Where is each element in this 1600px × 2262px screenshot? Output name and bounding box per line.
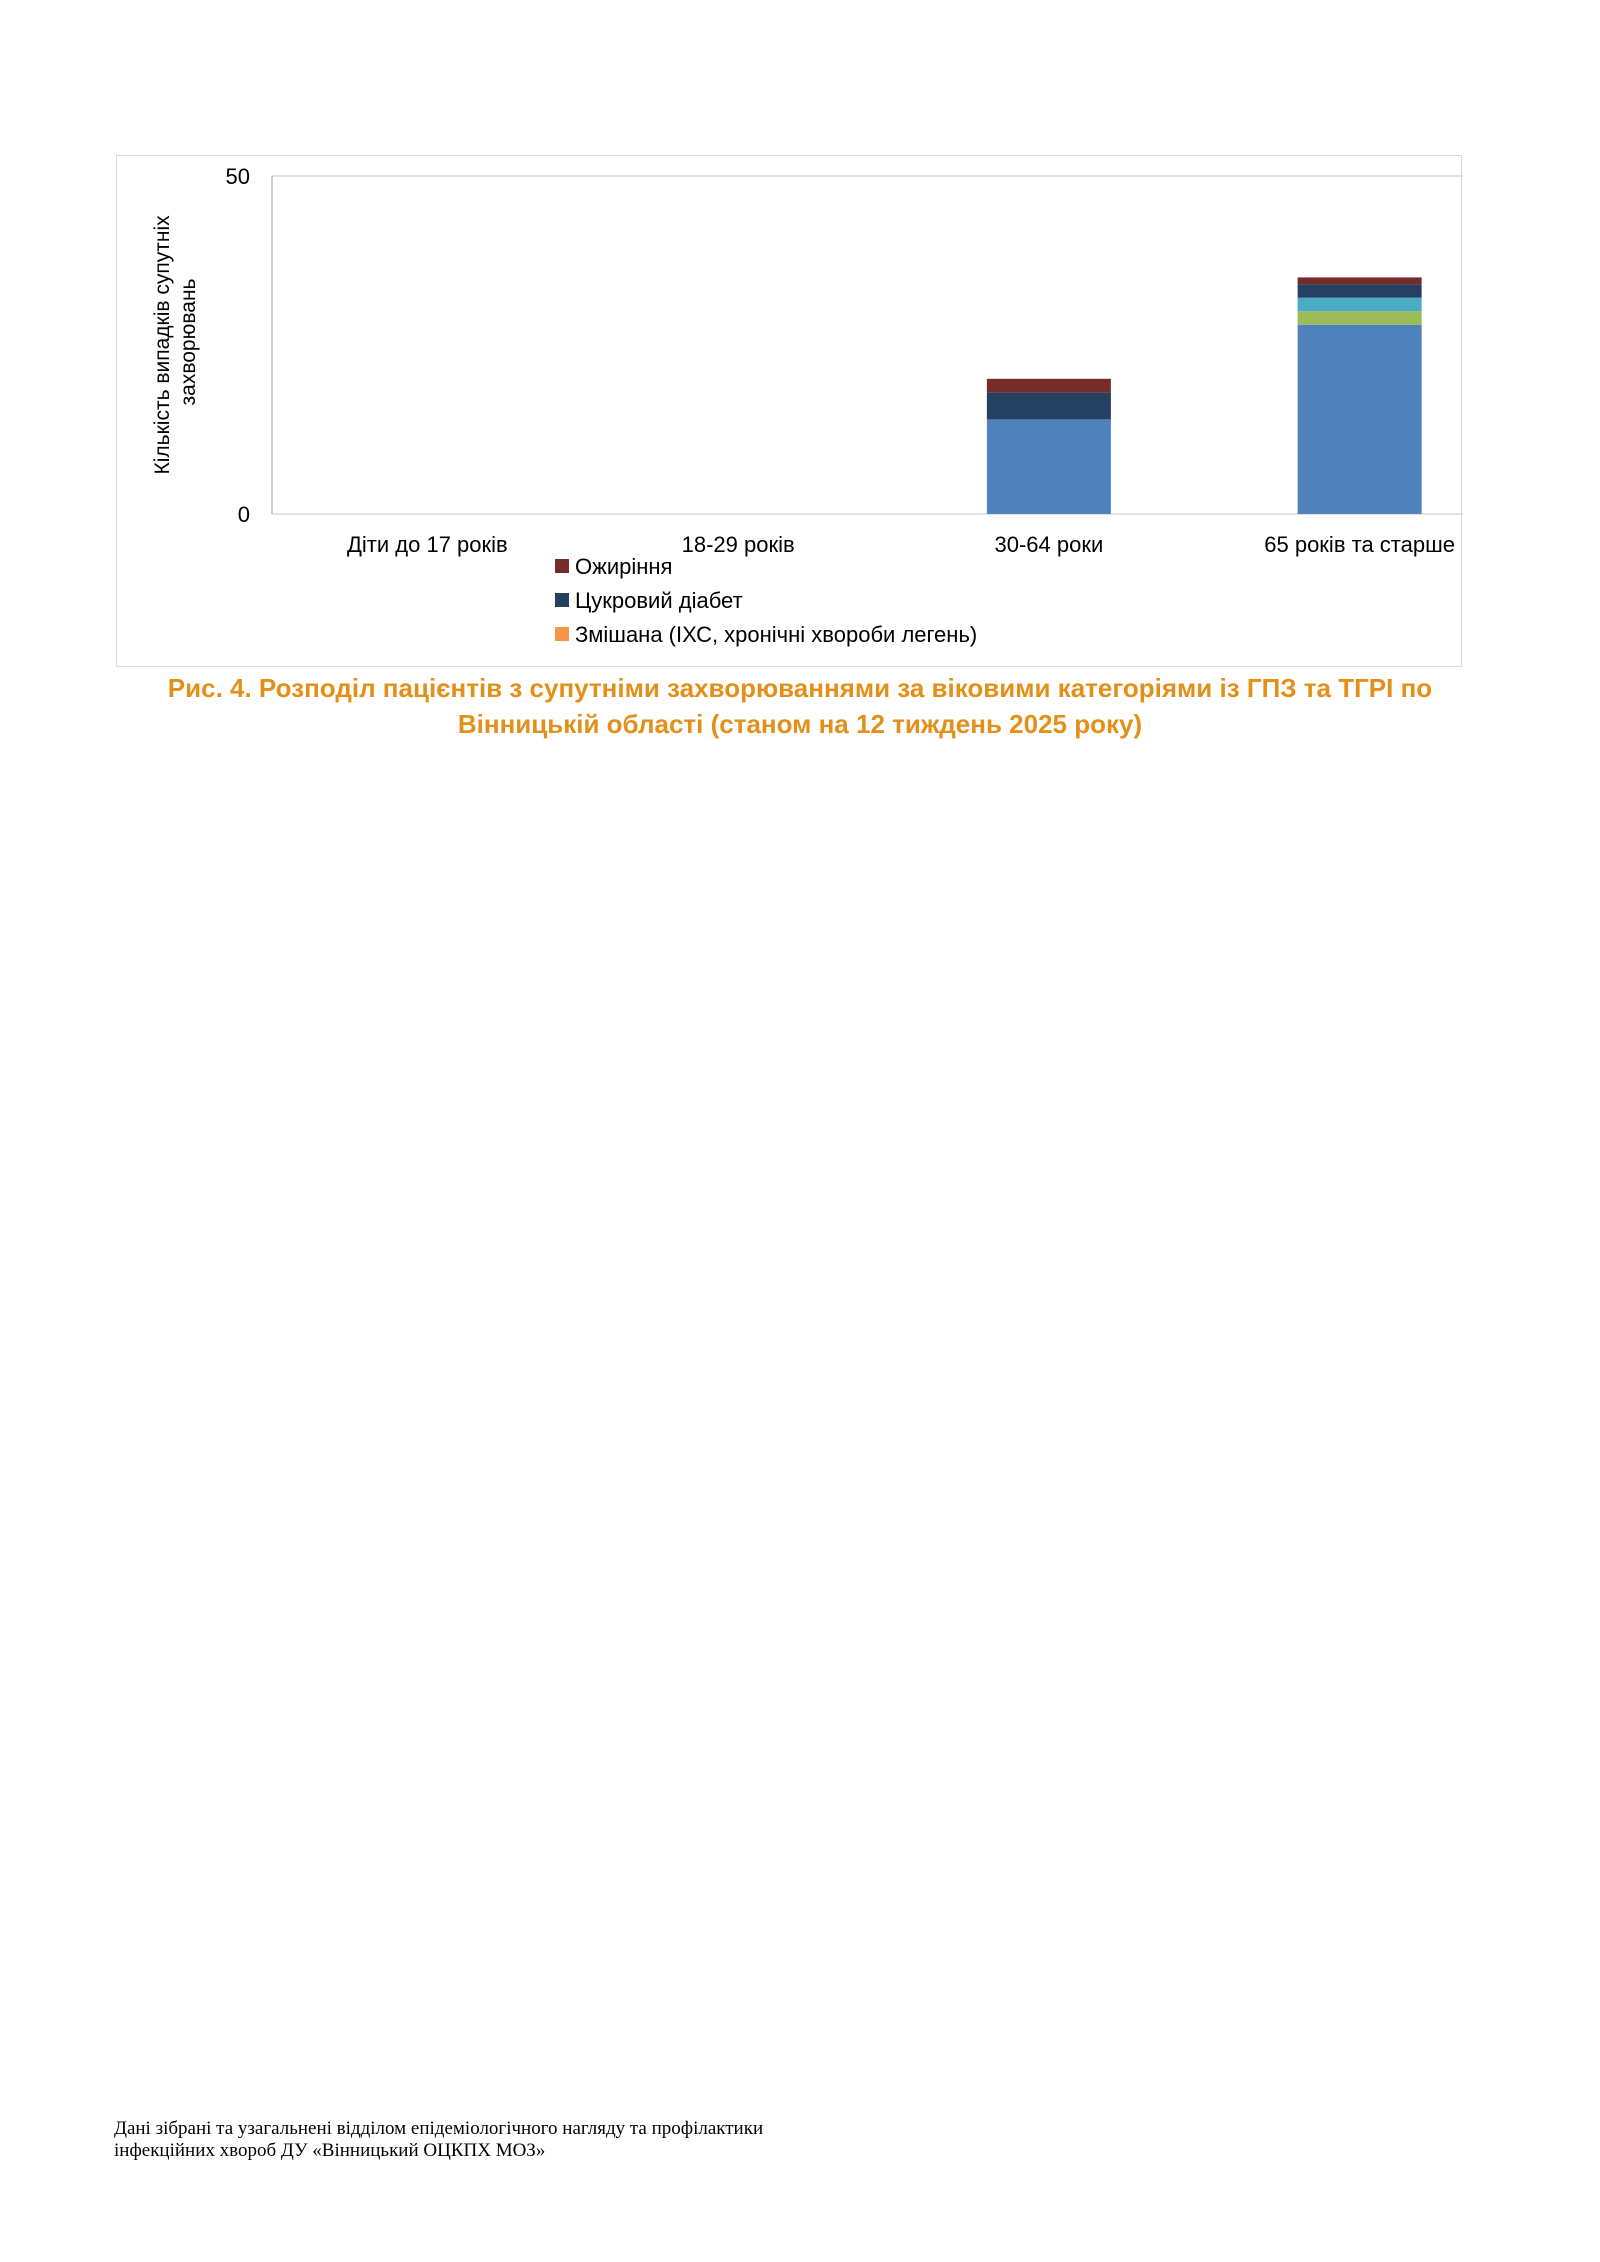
legend-swatch: [555, 559, 569, 573]
bar-segment-cat3-series1: [1298, 311, 1422, 325]
y-axis-title-line-2: захворювань: [177, 278, 200, 406]
stacked-bar-chart: [117, 156, 1463, 668]
bar-segment-cat2-series5: [987, 379, 1111, 393]
x-category-label: 30-64 роки: [994, 532, 1104, 557]
footer-line-2: інфекційних хвороб ДУ «Вінницький ОЦКПХ МОЗ»: [114, 2140, 546, 2161]
x-category-label: 65 років та старше: [1264, 532, 1455, 557]
caption-line-2: Вінницькій області (станом на 12 тиждень 2025 року): [457, 709, 1143, 739]
legend-label: Ожиріння: [575, 554, 673, 579]
bar-segment-cat2-series4: [987, 392, 1111, 419]
bar-segment-cat2-series0: [987, 419, 1111, 514]
y-axis-title-line-1: Кількість випадків супутніх: [151, 215, 174, 475]
bar-segment-cat3-series0: [1298, 325, 1422, 514]
legend-label: Змішана (ІХС, хронічні хвороби легень): [575, 622, 978, 647]
legend-swatch: [555, 627, 569, 641]
x-axis-labels: [347, 532, 1455, 557]
chart-container: [116, 155, 1462, 667]
x-category-label: 18-29 років: [681, 532, 795, 557]
footer-line-1: Дані зібрані та узагальнені відділом епідеміологічного нагляду та профілактики: [114, 2118, 764, 2139]
x-category-label: Діти до 17 років: [347, 532, 508, 557]
caption-line-1: Рис. 4. Розподіл пацієнтів з супутніми захворюваннями за віковими категоріями із ГПЗ та ТГРІ по: [167, 673, 1433, 703]
legend: [555, 554, 977, 647]
legend-swatch: [555, 593, 569, 607]
bar-segment-cat3-series5: [1298, 277, 1422, 284]
footer-note: [114, 2118, 1014, 2162]
y-tick-label: 50: [225, 164, 250, 189]
bars: [987, 277, 1422, 514]
gridlines: [272, 176, 1463, 514]
legend-label: Цукровий діабет: [575, 588, 743, 613]
bar-segment-cat3-series2: [1298, 298, 1422, 312]
y-axis-title: [151, 210, 200, 475]
figure-caption: [100, 670, 1500, 742]
y-axis-ticks: [226, 164, 250, 527]
y-tick-label: 0: [237, 502, 250, 527]
bar-segment-cat3-series4: [1298, 284, 1422, 298]
